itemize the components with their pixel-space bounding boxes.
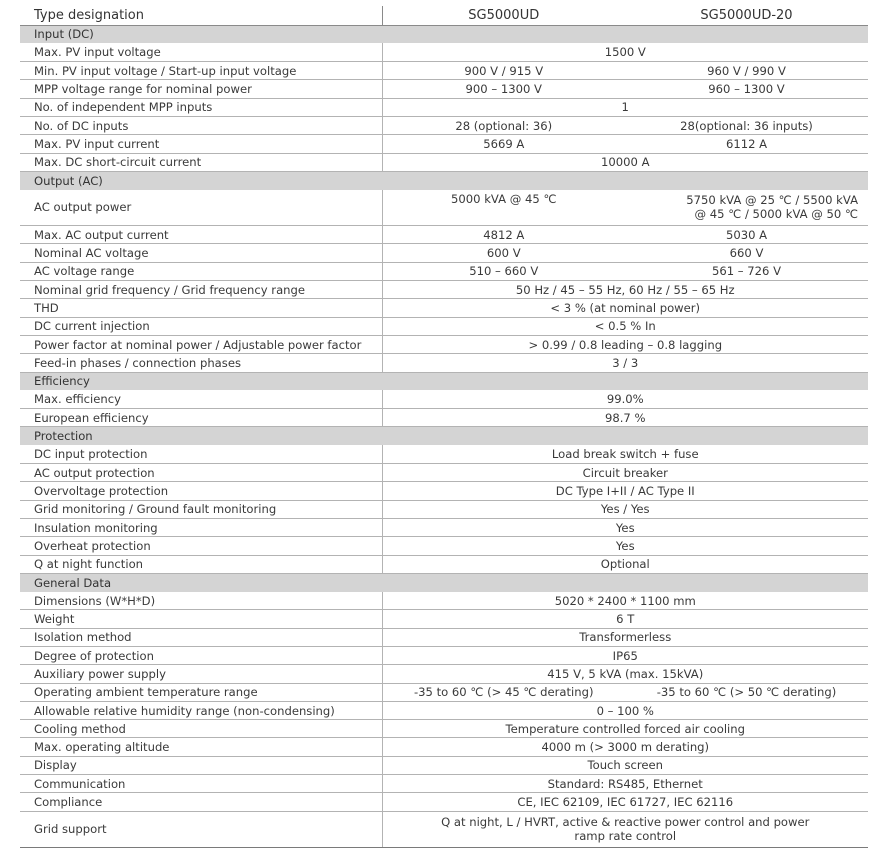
table-row: [20, 390, 868, 408]
table-row: [20, 756, 868, 774]
table-row: [20, 354, 868, 372]
table-row: [20, 610, 868, 628]
row-value: Standard: RS485, Ethernet: [382, 775, 868, 793]
row-label: Nominal AC voltage: [20, 244, 382, 262]
row-value-model-1: -35 to 60 ℃ (> 45 ℃ derating): [382, 683, 625, 701]
table-row: [20, 720, 868, 738]
row-label: Allowable relative humidity range (non-condensing): [20, 701, 382, 719]
row-value: > 0.99 / 0.8 leading – 0.8 lagging: [382, 335, 868, 353]
row-value-model-2: 6112 A: [625, 135, 868, 153]
section-title: Input (DC): [20, 25, 868, 43]
header-model-1: SG5000UD: [382, 6, 625, 25]
row-value-line-2: ramp rate control: [574, 829, 677, 844]
row-value-model-2: 561 – 726 V: [625, 262, 868, 280]
table-row: [20, 500, 868, 518]
table-row: [20, 518, 868, 536]
table-row: [20, 537, 868, 555]
row-value: Yes: [382, 537, 868, 555]
row-label: Min. PV input voltage / Start-up input voltage: [20, 62, 382, 80]
row-value: 0 – 100 %: [382, 701, 868, 719]
row-label: No. of independent MPP inputs: [20, 98, 382, 116]
header-label: Type designation: [20, 6, 382, 25]
row-label: Max. operating altitude: [20, 738, 382, 756]
table-row: [20, 262, 868, 280]
row-value: 1500 V: [382, 43, 868, 61]
row-label: Insulation monitoring: [20, 518, 382, 536]
row-value-line-1: Q at night, L / HVRT, active & reactive power control and power: [441, 815, 810, 830]
row-value-model-1: 900 V / 915 V: [382, 62, 625, 80]
row-value-model-1: 4812 A: [382, 226, 625, 244]
row-value: Yes / Yes: [382, 500, 868, 518]
row-value: 3 / 3: [382, 354, 868, 372]
row-label: Overheat protection: [20, 537, 382, 555]
row-value-model-2-line-2: @ 45 ℃ / 5000 kVA @ 50 ℃: [694, 207, 858, 222]
row-value-model-1: 600 V: [382, 244, 625, 262]
row-value: Yes: [382, 518, 868, 536]
row-value: 10000 A: [382, 153, 868, 171]
table-row: [20, 738, 868, 756]
row-value-model-2: [625, 190, 868, 226]
row-value: Touch screen: [382, 756, 868, 774]
row-value-model-2-line-1: 5750 kVA @ 25 ℃ / 5500 kVA: [686, 193, 858, 208]
row-label: DC current injection: [20, 317, 382, 335]
section-title: Protection: [20, 427, 868, 445]
section-title: General Data: [20, 573, 868, 591]
row-value-model-1: 900 – 1300 V: [382, 80, 625, 98]
table-row: [20, 299, 868, 317]
table-row: [20, 43, 868, 61]
row-value-model-1: 5669 A: [382, 135, 625, 153]
section-header: [20, 171, 868, 189]
row-label: DC input protection: [20, 445, 382, 463]
table-row: [20, 555, 868, 573]
row-label: Operating ambient temperature range: [20, 683, 382, 701]
table-row: [20, 647, 868, 665]
row-value-model-2: 5030 A: [625, 226, 868, 244]
table-row: [20, 116, 868, 134]
table-row: [20, 665, 868, 683]
table-row: [20, 135, 868, 153]
row-value: 415 V, 5 kVA (max. 15kVA): [382, 665, 868, 683]
table-row: [20, 793, 868, 811]
header-model-2: SG5000UD-20: [625, 6, 868, 25]
section-title: Efficiency: [20, 372, 868, 390]
table-row: [20, 190, 868, 226]
table-row: [20, 281, 868, 299]
row-label: Cooling method: [20, 720, 382, 738]
header-row: [20, 6, 868, 25]
row-label: THD: [20, 299, 382, 317]
row-label: Grid monitoring / Ground fault monitoring: [20, 500, 382, 518]
row-value: 5020 * 2400 * 1100 mm: [382, 592, 868, 610]
row-value-model-2: 660 V: [625, 244, 868, 262]
row-value: Circuit breaker: [382, 464, 868, 482]
table-row: [20, 244, 868, 262]
table-row: [20, 80, 868, 98]
row-value: 6 T: [382, 610, 868, 628]
row-label: Degree of protection: [20, 647, 382, 665]
row-label: AC output power: [20, 190, 382, 226]
row-value: IP65: [382, 647, 868, 665]
row-label: No. of DC inputs: [20, 116, 382, 134]
table-row: [20, 811, 868, 847]
row-value: 98.7 %: [382, 409, 868, 427]
table-row: [20, 701, 868, 719]
row-label: Nominal grid frequency / Grid frequency range: [20, 281, 382, 299]
row-label: Max. DC short-circuit current: [20, 153, 382, 171]
row-value-model-2: 28(optional: 36 inputs): [625, 116, 868, 134]
row-label: Grid support: [20, 811, 382, 847]
table-row: [20, 592, 868, 610]
row-value: 99.0%: [382, 390, 868, 408]
row-value: [382, 811, 868, 847]
section-header: [20, 25, 868, 43]
row-value: 1: [382, 98, 868, 116]
section-header: [20, 573, 868, 591]
row-label: Feed-in phases / connection phases: [20, 354, 382, 372]
table-row: [20, 317, 868, 335]
row-value: Temperature controlled forced air cooling: [382, 720, 868, 738]
row-label: Weight: [20, 610, 382, 628]
row-label: Compliance: [20, 793, 382, 811]
row-label: Max. PV input current: [20, 135, 382, 153]
row-label: AC voltage range: [20, 262, 382, 280]
row-value: Optional: [382, 555, 868, 573]
table-row: [20, 683, 868, 701]
table-row: [20, 226, 868, 244]
row-value: Load break switch + fuse: [382, 445, 868, 463]
row-label: Isolation method: [20, 628, 382, 646]
table-row: [20, 335, 868, 353]
row-value-model-1: 510 – 660 V: [382, 262, 625, 280]
row-label: Communication: [20, 775, 382, 793]
table-row: [20, 482, 868, 500]
row-label: Dimensions (W*H*D): [20, 592, 382, 610]
row-value: 50 Hz / 45 – 55 Hz, 60 Hz / 55 – 65 Hz: [382, 281, 868, 299]
table-row: [20, 153, 868, 171]
table-row: [20, 445, 868, 463]
row-label: Max. efficiency: [20, 390, 382, 408]
row-label: Q at night function: [20, 555, 382, 573]
row-label: Max. PV input voltage: [20, 43, 382, 61]
table-row: [20, 628, 868, 646]
row-label: Overvoltage protection: [20, 482, 382, 500]
row-label: Display: [20, 756, 382, 774]
table-row: [20, 464, 868, 482]
row-value: 4000 m (> 3000 m derating): [382, 738, 868, 756]
row-value: < 0.5 % In: [382, 317, 868, 335]
row-label: MPP voltage range for nominal power: [20, 80, 382, 98]
row-value-model-1: 28 (optional: 36): [382, 116, 625, 134]
row-label: Max. AC output current: [20, 226, 382, 244]
table-row: [20, 775, 868, 793]
row-value: DC Type I+II / AC Type II: [382, 482, 868, 500]
row-value: CE, IEC 62109, IEC 61727, IEC 62116: [382, 793, 868, 811]
row-label: Auxiliary power supply: [20, 665, 382, 683]
row-value-model-2: 960 – 1300 V: [625, 80, 868, 98]
section-title: Output (AC): [20, 171, 868, 189]
spec-table: [20, 6, 868, 848]
row-label: Power factor at nominal power / Adjustable power factor: [20, 335, 382, 353]
table-row: [20, 409, 868, 427]
row-value-model-2: -35 to 60 ℃ (> 50 ℃ derating): [625, 683, 868, 701]
row-value: < 3 % (at nominal power): [382, 299, 868, 317]
row-label: AC output protection: [20, 464, 382, 482]
row-value-model-2: 960 V / 990 V: [625, 62, 868, 80]
table-row: [20, 98, 868, 116]
section-header: [20, 372, 868, 390]
table-row: [20, 62, 868, 80]
row-value: Transformerless: [382, 628, 868, 646]
row-label: European efficiency: [20, 409, 382, 427]
section-header: [20, 427, 868, 445]
row-value-model-1: 5000 kVA @ 45 ℃: [382, 190, 625, 226]
